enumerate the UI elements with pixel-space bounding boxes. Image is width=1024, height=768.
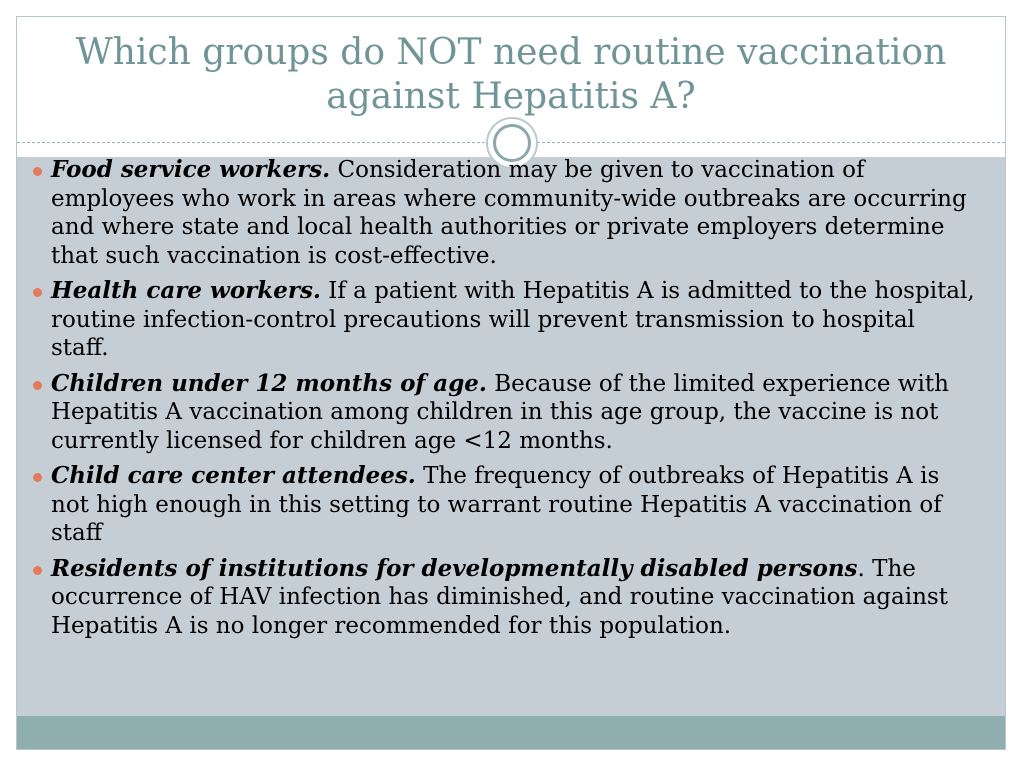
slide-title: Which groups do NOT need routine vaccination against Hepatitis A? <box>75 32 947 117</box>
item-lead: Residents of institutions for developmentally disabled persons <box>51 554 858 582</box>
item-lead: Children under 12 months of age. <box>51 369 487 397</box>
item-lead: Food service workers. <box>51 156 331 183</box>
item-text: Because of the limited experience with Hepatitis A vaccination among children in this age group, the vaccine is not currently licensed for children age <12 months. <box>51 370 949 454</box>
list-item <box>32 555 978 641</box>
item-lead: Child care center attendees. <box>51 462 416 489</box>
item-lead: Health care workers. <box>51 277 321 304</box>
item-text: If a patient with Hepatitis A is admitted to the hospital, routine infection-control precautions will prevent transmission to hospital staff. <box>51 278 975 361</box>
bullet-dot-icon <box>33 381 42 390</box>
bullet-dot-icon <box>33 167 42 176</box>
list-item <box>32 462 978 548</box>
bullet-dot-icon <box>33 288 42 297</box>
footer-band <box>17 716 1005 750</box>
list-item <box>32 277 978 363</box>
list-item <box>32 156 978 270</box>
item-text: . The occurrence of HAV infection has diminished, and routine vaccination against Hepatitis A is no longer recommended for this population. <box>51 555 948 639</box>
item-text: Consideration may be given to vaccination of employees who work in areas where community-wide outbreaks are occurring and where state and local health authorities or private employers determine that such vaccination is cost-effective. <box>51 157 967 269</box>
bullet-dot-icon <box>33 566 42 575</box>
item-text: The frequency of outbreaks of Hepatitis A is not high enough in this setting to warrant routine Hepatitis A vaccination of staff <box>51 463 942 546</box>
bullet-dot-icon <box>33 473 42 482</box>
list-item <box>32 370 978 456</box>
bullet-list <box>32 156 978 647</box>
